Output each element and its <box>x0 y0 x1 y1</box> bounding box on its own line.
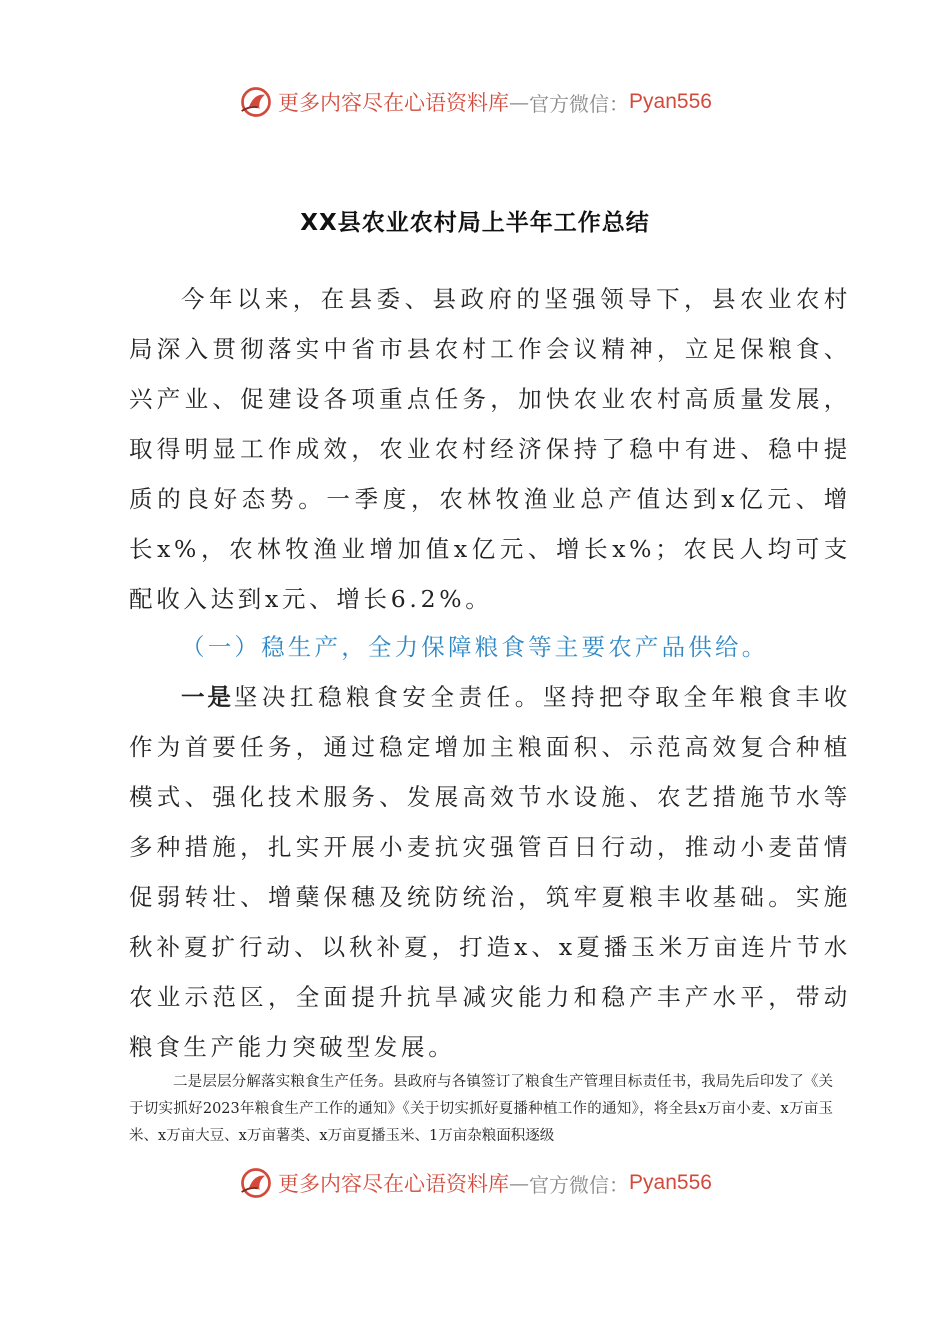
point2-paragraph: 二是层层分解落实粮食生产任务。县政府与各镇签订了粮食生产管理目标责任书，我局先后印发了《关于切实抓好2023年粮食生产工作的通知》《关于切实抓好夏播种植工作的通知》，将全县x万亩小麦、x万亩玉米、x万亩大豆、x万亩薯类、x万亩夏播玉米、1万亩杂粮面积逐级 <box>129 1074 833 1144</box>
section-heading: （一）稳生产，全力保障粮食等主要农产品供给。 <box>181 633 769 661</box>
intro-paragraph: 今年以来，在县委、县政府的坚强领导下，县农业农村局深入贯彻落实中省市县农村工作会议精神，立足保粮食、兴产业、促建设各项重点任务，加快农业农村高质量发展，取得明显工作成效，农业农村经济保持了稳中有进、稳中提质的良好态势。一季度，农林牧渔业总产值达到x亿元、增长x%，农林牧渔业增加值x亿元、增长x%；农民人均可支配收入达到x元、增长6.2%。 <box>129 285 851 613</box>
banner-wechat-id: Pyan556 <box>629 1171 712 1194</box>
logo-icon <box>238 1165 274 1201</box>
banner-dash: — <box>509 1171 530 1195</box>
watermark-banner-bottom <box>0 1161 950 1205</box>
banner-slogan: 更多内容尽在心语资料库 <box>278 1172 510 1196</box>
point1-paragraph <box>129 672 851 1072</box>
logo-icon <box>238 84 274 120</box>
point1-lead: 一是 <box>181 683 234 711</box>
banner-wechat-label: 官方微信： <box>529 91 630 116</box>
banner-wechat-label: 官方微信： <box>529 1172 630 1197</box>
point1-text: 坚决扛稳粮食安全责任。坚持把夺取全年粮食丰收作为首要任务，通过稳定增加主粮面积、示范高效复合种植模式、强化技术服务、发展高效节水设施、农艺措施节水等多种措施，扎实开展小麦抗灾强管百日行动，推动小麦苗情促弱转壮、增蘖保穗及统防统治，筑牢夏粮丰收基础。实施秋补夏扩行动、以秋补夏，打造x、x夏播玉米万亩连片节水农业示范区，全面提升抗旱减灾能力和稳产丰产水平，带动粮食生产能力突破型发展。 <box>129 683 851 1061</box>
banner-dash: — <box>509 90 530 114</box>
banner-slogan: 更多内容尽在心语资料库 <box>278 91 510 115</box>
watermark-banner-top <box>0 80 950 124</box>
document-title: XX县农业农村局上半年工作总结 <box>300 210 650 236</box>
banner-wechat-id: Pyan556 <box>629 90 712 113</box>
